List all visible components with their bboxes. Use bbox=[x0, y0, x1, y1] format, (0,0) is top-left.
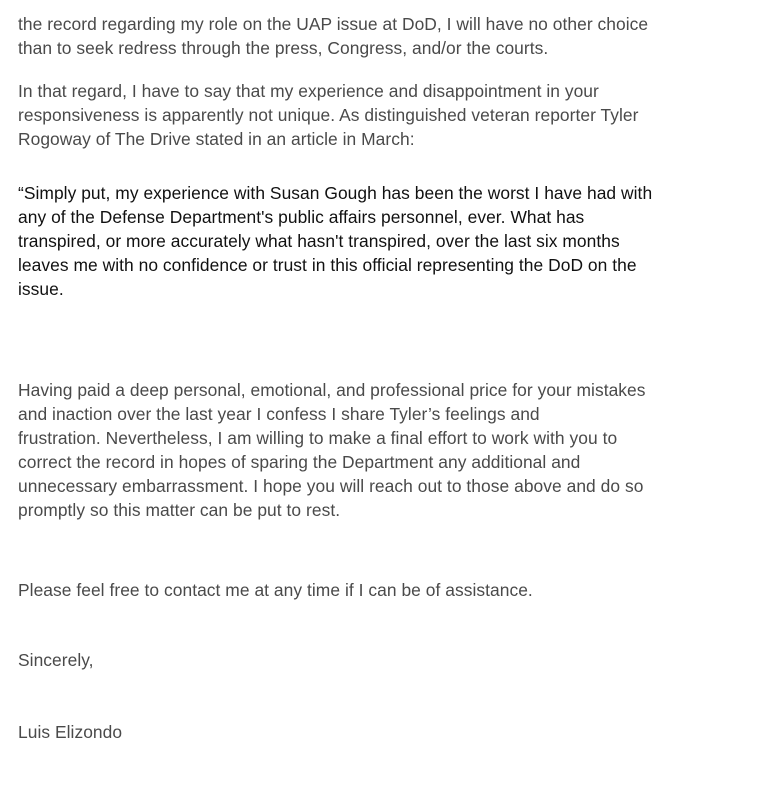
text-line: than to seek redress through the press, Congress, and/or the courts. bbox=[18, 38, 549, 58]
text-line: Rogoway of The Drive stated in an article in March: bbox=[18, 129, 415, 149]
text-line: unnecessary embarrassment. I hope you will reach out to those above and do so bbox=[18, 476, 644, 496]
text-line: frustration. Nevertheless, I am willing to make a final effort to work with you to bbox=[18, 428, 618, 448]
closing-text: Sincerely, bbox=[18, 650, 94, 670]
paragraph-contact bbox=[18, 578, 533, 602]
signature-name: Luis Elizondo bbox=[18, 722, 123, 742]
closing bbox=[18, 648, 94, 672]
text-line: In that regard, I have to say that my experience and disappointment in your bbox=[18, 81, 599, 101]
text-line: Having paid a deep personal, emotional, and professional price for your mistakes bbox=[18, 380, 646, 400]
text-line: issue. bbox=[18, 279, 64, 299]
text-line: transpired, or more accurately what hasn't transpired, over the last six months bbox=[18, 231, 620, 251]
text-line: leaves me with no confidence or trust in this official representing the DoD on the bbox=[18, 255, 637, 275]
paragraph-final-effort bbox=[18, 378, 646, 522]
text-line: the record regarding my role on the UAP issue at DoD, I will have no other choice bbox=[18, 14, 649, 34]
paragraph-quote bbox=[18, 181, 652, 301]
paragraph-responsiveness bbox=[18, 79, 638, 151]
text-line: “Simply put, my experience with Susan Gough has been the worst I have had with bbox=[18, 183, 653, 203]
text-line: and inaction over the last year I confess I share Tyler’s feelings and bbox=[18, 404, 540, 424]
text-line: correct the record in hopes of sparing the Department any additional and bbox=[18, 452, 581, 472]
text-line: any of the Defense Department's public affairs personnel, ever. What has bbox=[18, 207, 585, 227]
text-line: Please feel free to contact me at any time if I can be of assistance. bbox=[18, 580, 533, 600]
text-line: responsiveness is apparently not unique. As distinguished veteran reporter Tyler bbox=[18, 105, 639, 125]
signature bbox=[18, 720, 122, 744]
text-line: promptly so this matter can be put to rest. bbox=[18, 500, 341, 520]
paragraph-redress bbox=[18, 12, 648, 60]
